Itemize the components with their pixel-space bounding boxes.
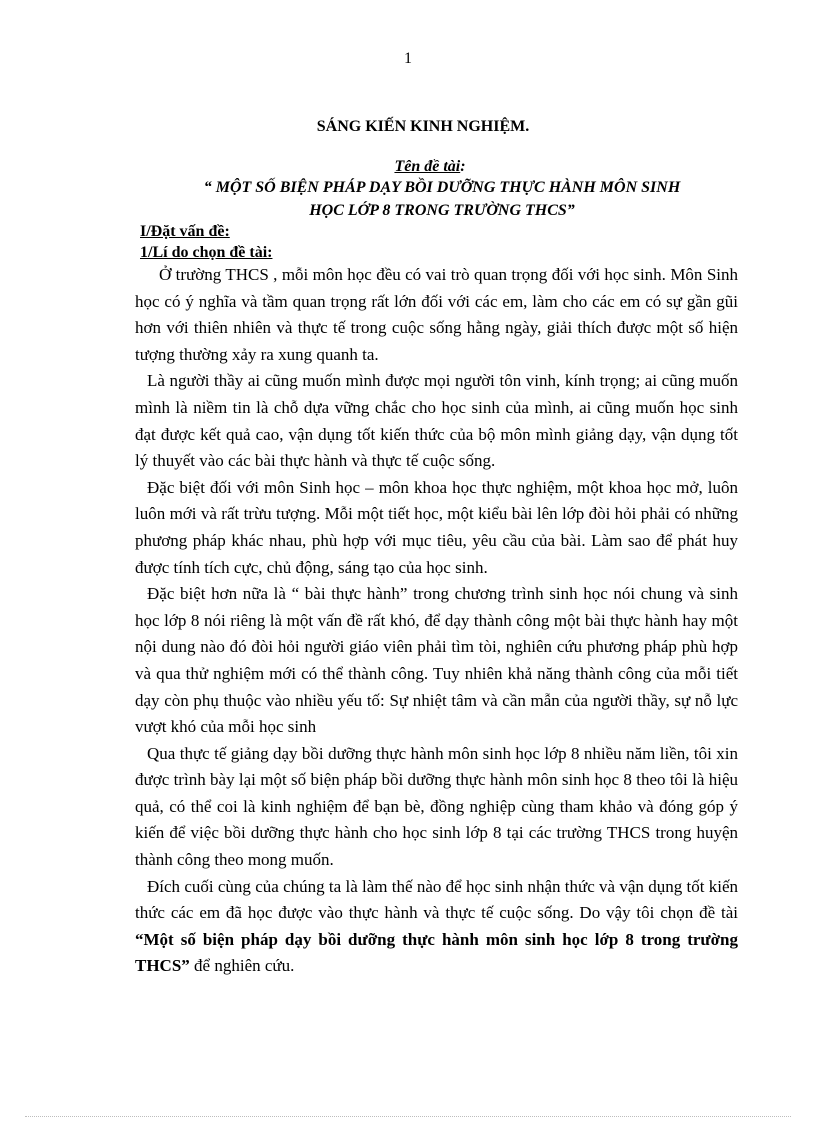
- body-text: [135, 262, 738, 980]
- topic-label: [0, 158, 816, 176]
- paragraph-3: Đặc biệt đối với môn Sinh học – môn khoa học thực nghiệm, một khoa học mở, luôn luôn mới và rất trừu tượng. Mỗi một tiết học, một kiểu bài lên lớp đòi hỏi phải có những phương pháp khác nhau, phù hợp với mục tiêu, yêu cầu của bài. Làm sao để phát huy được tính tích cực, chủ động, sáng tạo của học sinh.: [135, 477, 738, 577]
- page-number: 1: [404, 50, 412, 67]
- section-heading: I/Đặt vấn đề:: [140, 223, 230, 240]
- paragraph-6-start: Đích cuối cùng của chúng ta là làm thế nào để học sinh nhận thức và vận dụng tốt kiến thức các em đã học được vào thực hành và thực tế cuộc sống. Do vậy tôi chọn đề tài: [135, 876, 738, 923]
- subsection-heading: 1/Lí do chọn đề tài:: [140, 244, 273, 261]
- paragraph-2: Là người thầy ai cũng muốn mình được mọi người tôn vinh, kính trọng; ai cũng muốn mình là niềm tin là chỗ dựa vững chắc cho học sinh của mình, ai cũng muốn học sinh đạt được kết quả cao, vận dụng tốt kiến thức của bộ môn mình giảng dạy, vận dụng tốt lý thuyết vào các bài thực hành và thực tế cuộc sống.: [135, 371, 738, 471]
- paragraph-6-end: để nghiên cứu.: [189, 956, 295, 976]
- paragraph-5: Qua thực tế giảng dạy bồi dưỡng thực hành môn sinh học lớp 8 nhiều năm liền, tôi xin được trình bày lại một số biện pháp bồi dưỡng thực hành môn sinh học 8 theo tôi là hiệu quả, có thể coi là kinh nghiệm để bạn bè, đồng nghiệp cùng tham khảo và đóng góp ý kiến để việc bồi dưỡng thực hành cho học sinh lớp 8 tại các trường THCS trong huyện thành công theo mong muốn.: [135, 743, 738, 870]
- paragraph-6-topic: “Một số biện pháp dạy bồi dưỡng thực hành môn sinh học lớp 8 trong trường THCS”: [135, 929, 738, 976]
- paragraph-1: Ở trường THCS , mỗi môn học đều có vai trò quan trọng đối với học sinh. Môn Sinh học có ý nghĩa và tầm quan trọng rất lớn đối với các em, làm cho các em có sự gần gũi hơn với thiên nhiên và thực tế trong cuộc sống hằng ngày, giải thích được một số hiện tượng thường xảy ra xung quanh ta.: [135, 265, 738, 364]
- document-title: SÁNG KIẾN KINH NGHIỆM.: [316, 118, 530, 135]
- topic-title-line-2: HỌC LỚP 8 TRONG TRƯỜNG THCS”: [309, 202, 575, 219]
- topic-title-line-1: “ MỘT SỐ BIỆN PHÁP DẠY BỒI DƯỠNG THỰC HÀNH MÔN SINH: [203, 179, 681, 196]
- paragraph-4: Đặc biệt hơn nữa là “ bài thực hành” trong chương trình sinh học nói chung và sinh học lớp 8 nói riêng là một vấn đề rất khó, để dạy thành công một bài thực hành hay một nội dung nào đó đòi hỏi người giáo viên phải tìm tòi, nghiên cứu phương pháp phù hợp và qua thử nghiệm mới có thể thành công. Tuy nhiên khả năng thành công của mỗi tiết dạy còn phụ thuộc vào nhiều yếu tố: Sự nhiệt tâm và cần mẫn của người thầy, sự nỗ lực vượt khó của mỗi học sinh: [135, 584, 738, 737]
- paragraph-6: [135, 874, 738, 980]
- topic-label-text: Tên đề tài: [394, 158, 461, 175]
- page-bottom-divider: [25, 1116, 791, 1117]
- topic-label-colon: :: [460, 158, 466, 175]
